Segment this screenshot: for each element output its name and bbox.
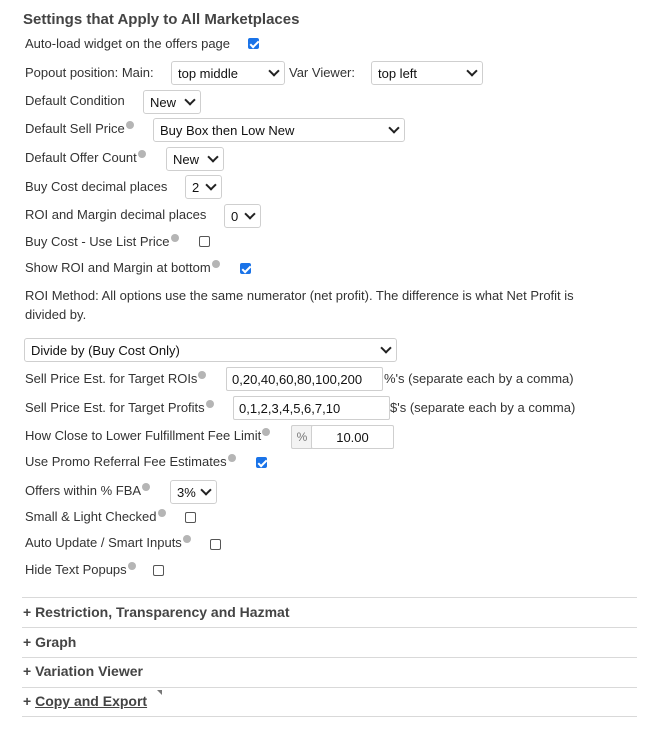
- divider: [22, 716, 637, 717]
- promo-referral-checkbox[interactable]: [256, 457, 267, 468]
- popout-main-select[interactable]: [171, 61, 285, 85]
- target-profits-label: Sell Price Est. for Target Profits: [25, 400, 214, 415]
- chevron-down-icon: [268, 65, 279, 76]
- section-variation-viewer[interactable]: + Variation Viewer: [23, 663, 143, 679]
- small-light-label: Small & Light Checked: [25, 509, 166, 524]
- target-rois-label: Sell Price Est. for Target ROIs: [25, 371, 206, 386]
- offers-fba-select[interactable]: [170, 480, 217, 504]
- show-roi-bottom-checkbox[interactable]: [240, 263, 251, 274]
- roi-method-select[interactable]: [24, 338, 397, 362]
- buy-cost-list-price-label: Buy Cost - Use List Price: [25, 234, 179, 249]
- section-copy-export-prefix: +: [23, 693, 36, 709]
- chevron-down-icon: [388, 122, 399, 133]
- fee-limit-value: 10.00: [336, 429, 369, 445]
- default-condition-label: Default Condition: [25, 93, 125, 108]
- default-offer-count-label: Default Offer Count: [25, 150, 146, 165]
- chevron-down-icon: [380, 342, 391, 353]
- small-light-checkbox[interactable]: [185, 512, 196, 523]
- info-icon[interactable]: [198, 371, 206, 379]
- buy-cost-decimals-select[interactable]: [185, 175, 222, 199]
- fee-limit-percent-addon: %: [291, 425, 312, 449]
- info-icon[interactable]: [126, 121, 134, 129]
- section-restriction[interactable]: + Restriction, Transparency and Hazmat: [23, 604, 290, 620]
- roi-method-description-cont: divided by.: [25, 307, 87, 322]
- target-rois-input[interactable]: [226, 367, 383, 391]
- default-sell-price-value: Buy Box then Low New: [160, 122, 295, 138]
- var-viewer-select[interactable]: [371, 61, 483, 85]
- var-viewer-value: top left: [378, 65, 418, 81]
- default-sell-price-select[interactable]: [153, 118, 405, 142]
- autoload-label: Auto-load widget on the offers page: [25, 36, 231, 51]
- default-offer-count-select[interactable]: [166, 147, 224, 171]
- info-icon[interactable]: [228, 454, 236, 462]
- offers-fba-label: Offers within % FBA: [25, 483, 150, 498]
- roi-method-value: Divide by (Buy Cost Only): [31, 342, 180, 358]
- buy-cost-decimals-label: Buy Cost decimal places: [25, 179, 168, 194]
- divider: [22, 627, 637, 628]
- var-viewer-label: Var Viewer:: [289, 65, 355, 80]
- roi-margin-decimals-select[interactable]: [224, 204, 261, 228]
- default-condition-select[interactable]: [143, 90, 201, 114]
- info-icon[interactable]: [128, 562, 136, 570]
- hide-popups-checkbox[interactable]: [153, 565, 164, 576]
- popout-main-value: top middle: [178, 65, 238, 81]
- info-icon[interactable]: [158, 509, 166, 517]
- info-icon[interactable]: [212, 260, 220, 268]
- fee-limit-input[interactable]: [311, 425, 394, 449]
- default-offer-count-value: New: [173, 151, 200, 167]
- chevron-down-icon: [466, 65, 477, 76]
- divider: [22, 687, 637, 688]
- target-profits-value: 0,1,2,3,4,5,6,7,10: [239, 400, 341, 416]
- section-graph[interactable]: + Graph: [23, 634, 77, 650]
- divider: [22, 657, 637, 658]
- chevron-down-icon: [200, 484, 211, 495]
- divider: [22, 597, 637, 598]
- corner-marker-icon: [157, 690, 162, 695]
- roi-margin-decimals-value: 0: [231, 208, 239, 224]
- chevron-down-icon: [244, 208, 255, 219]
- chevron-down-icon: [205, 179, 216, 190]
- target-rois-suffix: %'s (separate each by a comma): [384, 371, 574, 386]
- default-sell-price-label: Default Sell Price: [25, 121, 134, 136]
- target-profits-suffix: $'s (separate each by a comma): [390, 400, 576, 415]
- offers-fba-value: 3%: [177, 484, 196, 500]
- auto-update-checkbox[interactable]: [210, 539, 221, 550]
- info-icon[interactable]: [183, 535, 191, 543]
- section-copy-export[interactable]: [23, 693, 147, 709]
- chevron-down-icon: [184, 94, 195, 105]
- buy-cost-decimals-value: 2: [192, 179, 200, 195]
- promo-referral-label: Use Promo Referral Fee Estimates: [25, 454, 236, 469]
- show-roi-bottom-label: Show ROI and Margin at bottom: [25, 260, 220, 275]
- info-icon[interactable]: [262, 428, 270, 436]
- default-condition-value: New: [150, 94, 177, 110]
- info-icon[interactable]: [171, 234, 179, 242]
- popout-label: Popout position: Main:: [25, 65, 154, 80]
- target-rois-value: 0,20,40,60,80,100,200: [232, 371, 363, 387]
- buy-cost-list-price-checkbox[interactable]: [199, 236, 210, 247]
- section-copy-export-link[interactable]: Copy and Export: [35, 693, 148, 709]
- autoload-checkbox[interactable]: [248, 38, 259, 49]
- hide-popups-label: Hide Text Popups: [25, 562, 136, 577]
- info-icon[interactable]: [138, 150, 146, 158]
- chevron-down-icon: [207, 151, 218, 162]
- roi-margin-decimals-label: ROI and Margin decimal places: [25, 207, 207, 222]
- info-icon[interactable]: [142, 483, 150, 491]
- fee-limit-label: How Close to Lower Fulfillment Fee Limit: [25, 428, 270, 443]
- target-profits-input[interactable]: [233, 396, 390, 420]
- roi-method-description: ROI Method: All options use the same numerator (net profit). The difference is what Net Profit is: [25, 288, 574, 303]
- page-title: Settings that Apply to All Marketplaces: [23, 11, 300, 28]
- info-icon[interactable]: [206, 400, 214, 408]
- auto-update-label: Auto Update / Smart Inputs: [25, 535, 191, 550]
